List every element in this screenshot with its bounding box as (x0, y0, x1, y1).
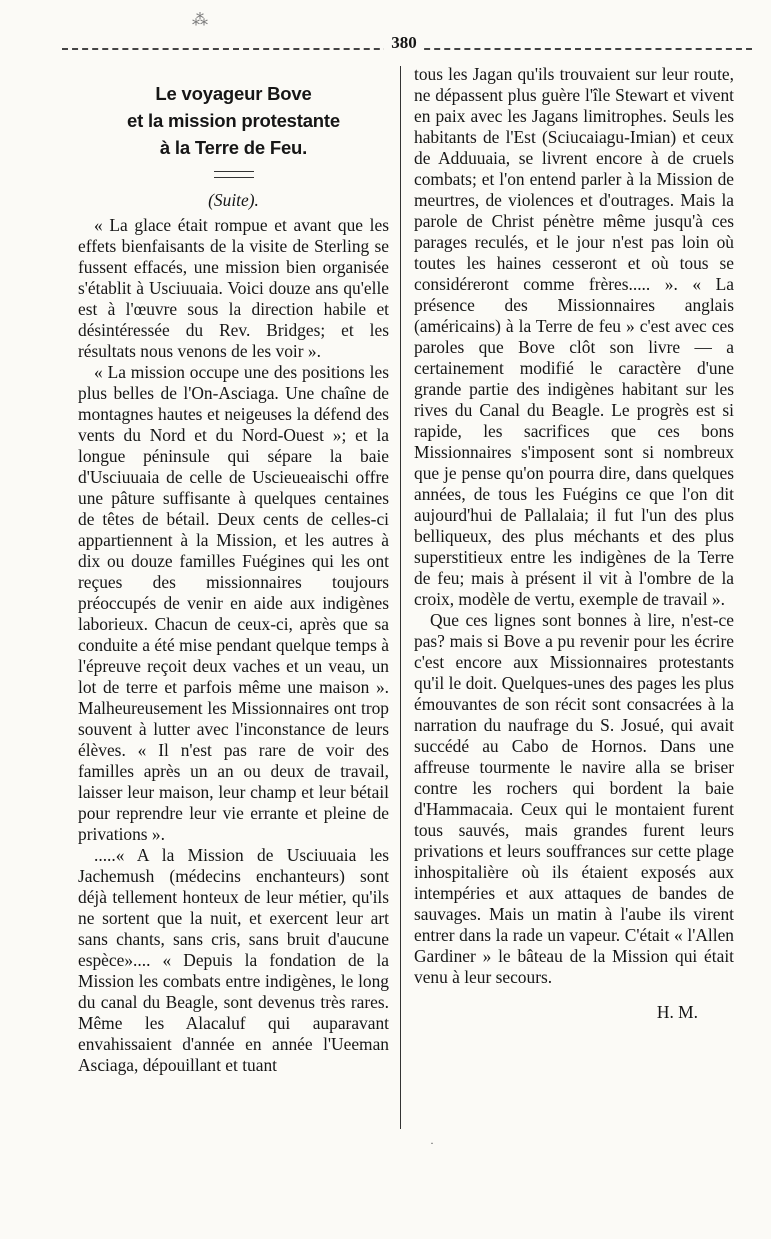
ink-mark: ⁂ (192, 12, 208, 29)
paragraph: « La glace était rompue et avant que les effets bienfaisants de la visite de Sterling se fussent effacés, une mission bien organisée s'établit à Usciuuaia. Voici douze ans qu'elle est à l'œuvre sous la direction habile et désintéressée du Rev. Bridges; et les résultats nous venons de les voir ». (78, 215, 389, 361)
stray-mark: · (430, 1136, 434, 1150)
left-column (78, 72, 389, 1076)
title-double-rule (214, 171, 254, 178)
title-line-3: à la Terre de Feu. (159, 137, 308, 158)
right-column (414, 64, 734, 1023)
author-signature: H. M. (656, 1002, 698, 1022)
paragraph: tous les Jagan qu'ils trouvaient sur leur route, ne dépassent plus guère l'île Stewart et vivent en paix avec les Jagans limitrophes. Seuls les habitants de l'Est (Sciucaiagu-Imian) et ceux de Adduuaia, se livrent encore à de cruels combats; et l'on entend parler à la Mission de meurtres, de violences et d'outrages. Mais la parole de Christ pénètre même jusqu'à ces parages reculés, et le jour n'est pas loin où toutes les haines cesseront et où tous se considéreront comme frères..... ». « La présence des Missionnaires anglais (américains) à la Terre de feu » c'est avec ces paroles que Bove clôt son livre — a certainement modifié le caractère d'une grande partie des indigènes habitant sur les rives du Canal du Beagle. Le progrès est si rapide, les sacrifices que ces bons Missionnaires s'imposent sont si nombreux que je pense qu'on pourra dire, dans quelques années, de tous les Fuégins ce que l'on dit aujourd'hui de Pallalaia; il fut l'un des plus belliqueux, des plus méchants et des plus superstitieux entre les indigènes de la Terre de feu; mais à présent il vit à l'ombre de la croix, modèle de vertu, exemple de travail ». (414, 64, 734, 609)
article-subtitle: (Suite). (208, 190, 259, 210)
title-line-2: et la mission protestante (127, 110, 340, 131)
article-title (78, 80, 389, 161)
paragraph: .....« A la Mission de Usciuuaia les Jachemush (médecins enchanteurs) sont déjà tellement honteux de leur métier, qu'ils ne sortent que la nuit, et exercent leur art sans chants, sans cris, sans bruit d'aucune espèce».... « Depuis la fondation de la Mission les combats entre indigènes, le long du canal du Beagle, sont devenus très rares. Même les Alacaluf qui auparavant envahissaient d'année en année l'Ueeman Asciaga, dépouillant et tuant (78, 845, 389, 1075)
paragraph: Que ces lignes sont bonnes à lire, n'est-ce pas? mais si Bove a pu revenir pour les écrire c'est encore aux Missionnaires protestants qu'il le doit. Quelques-unes des pages les plus émouvantes de son récit sont consacrées à la narration du naufrage du S. Josué, qui avait succédé au Cabo de Hornos. Dans une affreuse tourmente le navire alla se briser contre les rochers qui bordent la baie d'Hammacaia. Ceux qui le montaient furent tous sauvés, mais grandes furent leurs privations et leurs souffrances sur cette plage inhospitalière où ils étaient exposés aux intempéries et aux attaques de bandes de sauvages. Mais un matin à l'aube ils virent entrer dans la rade un vapeur. C'était « l'Allen Gardiner » le bâteau de la Mission qui était venu à leur secours. (414, 610, 734, 987)
column-divider (400, 66, 401, 1129)
title-line-1: Le voyageur Bove (155, 83, 312, 104)
paragraph: « La mission occupe une des positions les plus belles de l'On-Asciaga. Une chaîne de montagnes hautes et neigeuses la défend des vents du Nord et du Nord-Ouest »; et la longue péninsule qui sépare la baie d'Usciuuaia de celle de Uscieueaischi offre une pâture suffisante à quelques centaines de têtes de bétail. Deux cents de celles-ci appartiennent à la Mission, et les autres à dix ou douze familles Fuégines qui les ont reçues des missionnaires toujours préoccupés de venir en aide aux indigènes laborieux. Chacun de ceux-ci, après que sa conduite a été mise pendant quelque temps à l'épreuve reçoit deux vaches et un veau, un lot de terre et parfois même une maison ». Malheureusement les Missionnaires ont trop souvent à lutter avec l'inconstance de leurs élèves. « Il n'est pas rare de voir des familles après un an ou deux de travail, laisser leur maison, leur champ et leur bétail pour reprendre leur vie errante et pleine de privations ». (78, 362, 389, 844)
page-number: 380 (384, 33, 424, 53)
